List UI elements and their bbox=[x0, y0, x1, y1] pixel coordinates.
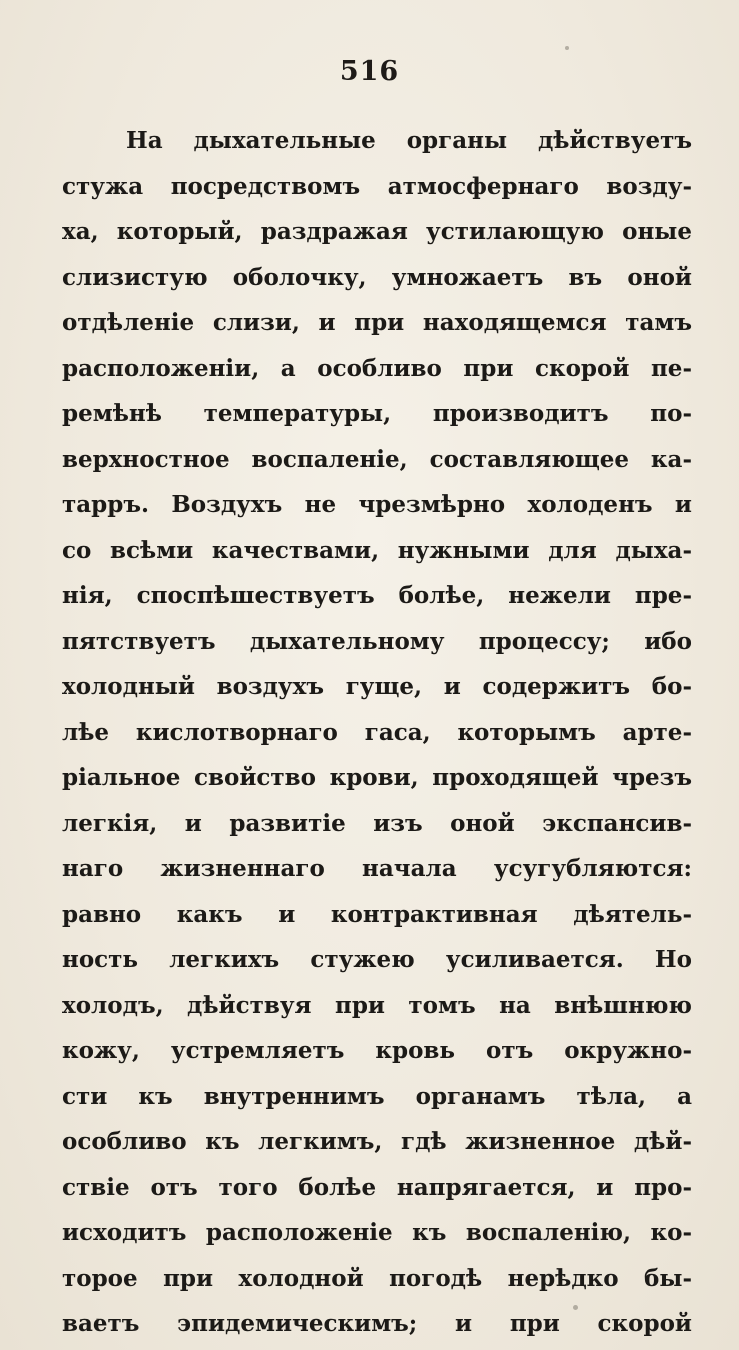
text-line: ность легкихъ стужею усиливается. Но bbox=[62, 946, 692, 973]
text-line: ваетъ эпидемическимъ; и при скорой bbox=[62, 1310, 692, 1337]
text-line: верхностное воспаленіе, составляющее ка- bbox=[62, 445, 692, 473]
text-line: равно какъ и контрактивная дѣятель- bbox=[62, 900, 692, 928]
text-line: наго жизненнаго начала усугубляются: bbox=[62, 855, 692, 882]
text-line: кожу, устремляетъ кровь отъ окружно- bbox=[62, 1037, 692, 1064]
text-line: На дыхательные органы дѣйствуетъ bbox=[126, 127, 692, 154]
text-line: стужа посредствомъ атмосфернаго возду- bbox=[62, 172, 692, 200]
text-line: исходитъ расположеніе къ воспаленію, ко- bbox=[62, 1219, 692, 1246]
page-number: 516 bbox=[339, 56, 400, 87]
text-line: холодный воздухъ гуще, и содержитъ бо- bbox=[62, 673, 692, 700]
text-line: тарръ. Воздухъ не чрезмѣрно холоденъ и bbox=[62, 491, 692, 518]
text-line: сти къ внутреннимъ органамъ тѣла, а bbox=[62, 1082, 692, 1110]
text-line: легкія, и развитіе изъ оной экспансив- bbox=[62, 809, 692, 837]
text-line: расположеніи, а особливо при скорой пе- bbox=[62, 354, 692, 382]
text-line: пятствуетъ дыхательному процессу; ибо bbox=[62, 627, 692, 655]
text-line: слизистую оболочку, умножаетъ въ оной bbox=[62, 263, 692, 291]
text-line: со всѣми качествами, нужными для дыха- bbox=[62, 536, 692, 564]
paper-speck bbox=[565, 46, 569, 50]
body-text bbox=[62, 118, 692, 1347]
text-line: торое при холодной погодѣ нерѣдко бы- bbox=[62, 1264, 692, 1292]
text-line: ха, который, раздражая устилающую оные bbox=[62, 218, 692, 245]
text-line: отдѣленіе слизи, и при находящемся тамъ bbox=[62, 309, 692, 336]
text-line: холодъ, дѣйствуя при томъ на внѣшнюю bbox=[62, 991, 692, 1019]
text-line: особливо къ легкимъ, гдѣ жизненное дѣй- bbox=[62, 1128, 692, 1155]
text-line: лѣе кислотворнаго гаса, которымъ арте- bbox=[62, 718, 692, 746]
text-line: ріальное свойство крови, проходящей чрезъ bbox=[62, 764, 692, 791]
text-line: нія, споспѣшествуетъ болѣе, нежели пре- bbox=[62, 582, 692, 609]
text-line: ремѣнѣ температуры, производитъ по- bbox=[62, 400, 692, 427]
text-line: ствіе отъ того болѣе напрягается, и про- bbox=[62, 1173, 692, 1201]
